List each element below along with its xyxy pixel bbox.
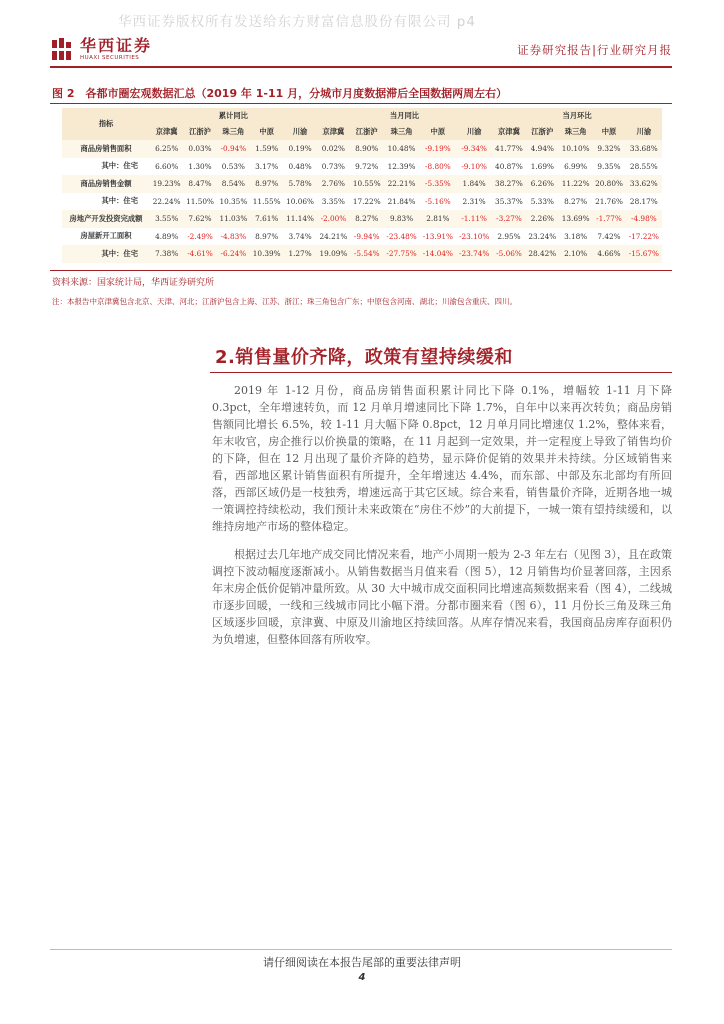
table-cell: 20.80% [592,175,625,193]
macro-data-table [62,108,662,263]
table-cell: 33.68% [626,140,662,158]
macro-data-table-container [62,108,662,263]
table-cell: -4.61% [183,245,216,263]
table-sub-header: 中原 [420,124,456,140]
table-sub-header: 中原 [250,124,283,140]
table-cell: -5.35% [420,175,456,193]
table-cell: 3.17% [250,158,283,176]
table-cell: -4.98% [626,210,662,228]
table-cell: 0.02% [317,140,350,158]
section-heading-divider [210,372,672,373]
table-cell: 11.22% [559,175,592,193]
table-cell: 10.06% [283,193,316,211]
table-cell: 9.35% [592,158,625,176]
table-cell: 24.21% [317,228,350,246]
table-cell: 40.87% [492,158,525,176]
table-cell: -9.19% [420,140,456,158]
table-row [62,228,662,246]
table-cell: 6.60% [150,158,183,176]
body-paragraph-1 [212,382,672,535]
table-cell: 5.33% [526,193,559,211]
table-cell: -17.22% [626,228,662,246]
row-label: 其中：住宅 [62,158,150,176]
table-cell: 8.97% [250,228,283,246]
table-sub-header: 江浙沪 [183,124,216,140]
table-row [62,210,662,228]
watermark-text: 华西证券版权所有发送给东方财富信息股份有限公司 p4 [118,14,476,30]
table-cell: 11.55% [250,193,283,211]
table-row [62,140,662,158]
table-cell: -14.04% [420,245,456,263]
table-cell: 1.84% [456,175,492,193]
table-cell: 5.78% [283,175,316,193]
table-cell: 6.99% [559,158,592,176]
table-cell: 22.21% [383,175,419,193]
table-cell: 11.50% [183,193,216,211]
table-sub-header: 京津冀 [492,124,525,140]
table-sub-header: 川渝 [456,124,492,140]
table-cell: 3.74% [283,228,316,246]
table-cell: 2.26% [526,210,559,228]
paragraph-text: 根据过去几年地产成交同比情况来看，地产小周期一般为 2-3 年左右（见图 3），且在政策调控下波动幅度逐渐减小。从销售数据当月值来看（图 5），12 月销售均价显著回落，主因系年末房企低价促销冲量所致。从 30 大中城市成交面积同比增速高频数据来看（图 4），二线城市逐步回暖，一线和三线城市同比小幅下滑。分都市圈来看（图 6），11 月份长三角及珠三角区域逐步回暖，京津冀、中原及川渝地区持续回落。从库存情况来看，我国商品房库存面积仍为负增速，但整体回落有所收窄。 [212,548,672,646]
table-cell: 10.48% [383,140,419,158]
table-cell: -23.10% [456,228,492,246]
table-cell: -4.83% [217,228,250,246]
row-label: 商品房销售面积 [62,140,150,158]
table-cell: 8.47% [183,175,216,193]
figure-title-divider [50,103,672,104]
table-cell: 23.24% [526,228,559,246]
table-cell: 8.54% [217,175,250,193]
table-cell: 7.62% [183,210,216,228]
table-cell: 0.73% [317,158,350,176]
table-cell: -6.24% [217,245,250,263]
footer-divider [50,949,672,950]
table-cell: 28.42% [526,245,559,263]
logo-mark-icon [50,36,74,62]
table-row [62,158,662,176]
table-sub-header: 川渝 [283,124,316,140]
table-cell: 19.09% [317,245,350,263]
table-cell: 13.69% [559,210,592,228]
table-cell: 7.42% [592,228,625,246]
table-cell: 8.97% [250,175,283,193]
table-cell: 28.55% [626,158,662,176]
table-cell: -15.67% [626,245,662,263]
table-cell: 8.90% [350,140,383,158]
table-group-header-row [62,108,662,124]
table-cell: -9.34% [456,140,492,158]
data-source: 资料来源：国家统计局，华西证券研究所 [52,278,215,288]
table-cell: -27.75% [383,245,419,263]
table-cell: 3.18% [559,228,592,246]
table-sub-header: 珠三角 [217,124,250,140]
table-sub-header: 珠三角 [383,124,419,140]
table-cell: 2.81% [420,210,456,228]
table-sub-header: 京津冀 [317,124,350,140]
table-cell: 17.22% [350,193,383,211]
table-cell: -0.94% [217,140,250,158]
row-label: 其中：住宅 [62,245,150,263]
table-cell: 41.77% [492,140,525,158]
table-cell: -5.06% [492,245,525,263]
table-cell: 11.03% [217,210,250,228]
table-sub-header: 川渝 [626,124,662,140]
table-cell: 28.17% [626,193,662,211]
table-row [62,175,662,193]
table-row [62,193,662,211]
table-bottom-divider [50,270,672,271]
table-cell: 12.39% [383,158,419,176]
body-paragraph-2 [212,546,672,648]
table-cell: 10.35% [217,193,250,211]
table-cell: 3.55% [150,210,183,228]
logo-name-en: HUAXI SECURITIES [80,54,140,61]
table-cell: 2.95% [492,228,525,246]
table-cell: 22.24% [150,193,183,211]
table-cell: 11.14% [283,210,316,228]
table-cell: 10.39% [250,245,283,263]
row-label: 商品房销售金额 [62,175,150,193]
row-label: 其中：住宅 [62,193,150,211]
table-cell: 9.32% [592,140,625,158]
table-cell: -2.49% [183,228,216,246]
table-cell: -5.54% [350,245,383,263]
table-cell: 8.27% [350,210,383,228]
table-cell: -5.16% [420,193,456,211]
table-cell: -8.80% [420,158,456,176]
company-logo [50,36,152,62]
figure-title: 图 2 各都市圈宏观数据汇总（2019 年 1-11 月，分城市月度数据滞后全国数据两周左右） [52,87,508,100]
table-cell: 0.48% [283,158,316,176]
legal-disclaimer: 请仔细阅读在本报告尾部的重要法律声明 [263,956,461,969]
table-sub-header: 珠三角 [559,124,592,140]
table-cell: 2.76% [317,175,350,193]
table-sub-header: 京津冀 [150,124,183,140]
paragraph-text: 2019 年 1-12 月份，商品房销售面积累计同比下降 0.1%，增幅较 1-11 月下降 0.3pct，全年增速转负，而 12 月单月增速同比下降 1.7%，自年中以来再次转负；商品房销售额同比增长 6.5%，较 1-11 月大幅下降 0.8pct，12 月单月同比增速仅 1.2%，整体来看，年末收官，房企推行以价换量的策略，在 11 月起到一定效果，并一定程度上导致了销售均价的下降，但在 12 月出现了量价齐降的趋势，显示降价促销的效果并未持续。分区域销售来看，西部地区累计销售面积有所提升，全年增速达 4.4%，而东部、中部及东北部均有所回落，西部区域仍是一枝独秀，增速远高于其它区域。综合来看，销售量价齐降，近期各地一城一策调控持续松动，我们预计未来政策在“房住不炒”的大前提下，一城一策有望持续缓和，以维持房地产市场的整体稳定。 [212,384,672,533]
table-cell: -23.48% [383,228,419,246]
table-group-header: 当月环比 [492,108,662,124]
table-cell: 4.94% [526,140,559,158]
table-cell: 9.72% [350,158,383,176]
table-cell: 7.38% [150,245,183,263]
table-body [62,140,662,263]
table-cell: 1.69% [526,158,559,176]
table-cell: 10.10% [559,140,592,158]
table-row [62,245,662,263]
table-cell: 8.27% [559,193,592,211]
table-cell: -23.74% [456,245,492,263]
row-label: 房屋新开工面积 [62,228,150,246]
table-cell: 2.31% [456,193,492,211]
table-cell: 0.53% [217,158,250,176]
table-cell: -3.27% [492,210,525,228]
table-cell: -9.94% [350,228,383,246]
table-cell: 4.66% [592,245,625,263]
table-cell: 6.26% [526,175,559,193]
table-sub-header: 中原 [592,124,625,140]
table-cell: 33.62% [626,175,662,193]
table-sub-header: 江浙沪 [350,124,383,140]
table-cell: 1.59% [250,140,283,158]
table-note: 注：本报告中京津冀包含北京、天津、河北；江浙沪包含上海、江苏、浙江；珠三角包含广东；中原包含河南、湖北；川渝包含重庆、四川。 [52,297,517,306]
table-cell: 0.19% [283,140,316,158]
table-cell: 4.89% [150,228,183,246]
table-cell: 35.37% [492,193,525,211]
table-cell: -1.77% [592,210,625,228]
table-cell: 0.03% [183,140,216,158]
logo-name-cn: 华西证券 [80,35,153,55]
table-cell: 1.27% [283,245,316,263]
table-cell: 2.10% [559,245,592,263]
table-cell: 3.35% [317,193,350,211]
table-cell: 21.84% [383,193,419,211]
row-label: 房地产开发投资完成额 [62,210,150,228]
table-cell: 1.30% [183,158,216,176]
header-divider [50,66,672,68]
table-group-header: 累计同比 [150,108,317,124]
table-cell: 10.55% [350,175,383,193]
table-cell: 9.83% [383,210,419,228]
table-sub-header: 江浙沪 [526,124,559,140]
table-cell: 7.61% [250,210,283,228]
report-type-label: 证券研究报告|行业研究月报 [517,43,672,57]
table-cell: -9.10% [456,158,492,176]
table-header-indicator: 指标 [62,108,150,140]
page-number: 4 [358,972,366,983]
table-cell: -13.91% [420,228,456,246]
table-cell: 38.27% [492,175,525,193]
table-cell: 6.25% [150,140,183,158]
table-cell: 21.76% [592,193,625,211]
table-cell: -2.00% [317,210,350,228]
table-sub-header-row [62,124,662,140]
table-group-header: 当月同比 [317,108,493,124]
table-cell: -1.11% [456,210,492,228]
table-cell: 19.23% [150,175,183,193]
section-heading: 2.销售量价齐降，政策有望持续缓和 [215,347,513,368]
